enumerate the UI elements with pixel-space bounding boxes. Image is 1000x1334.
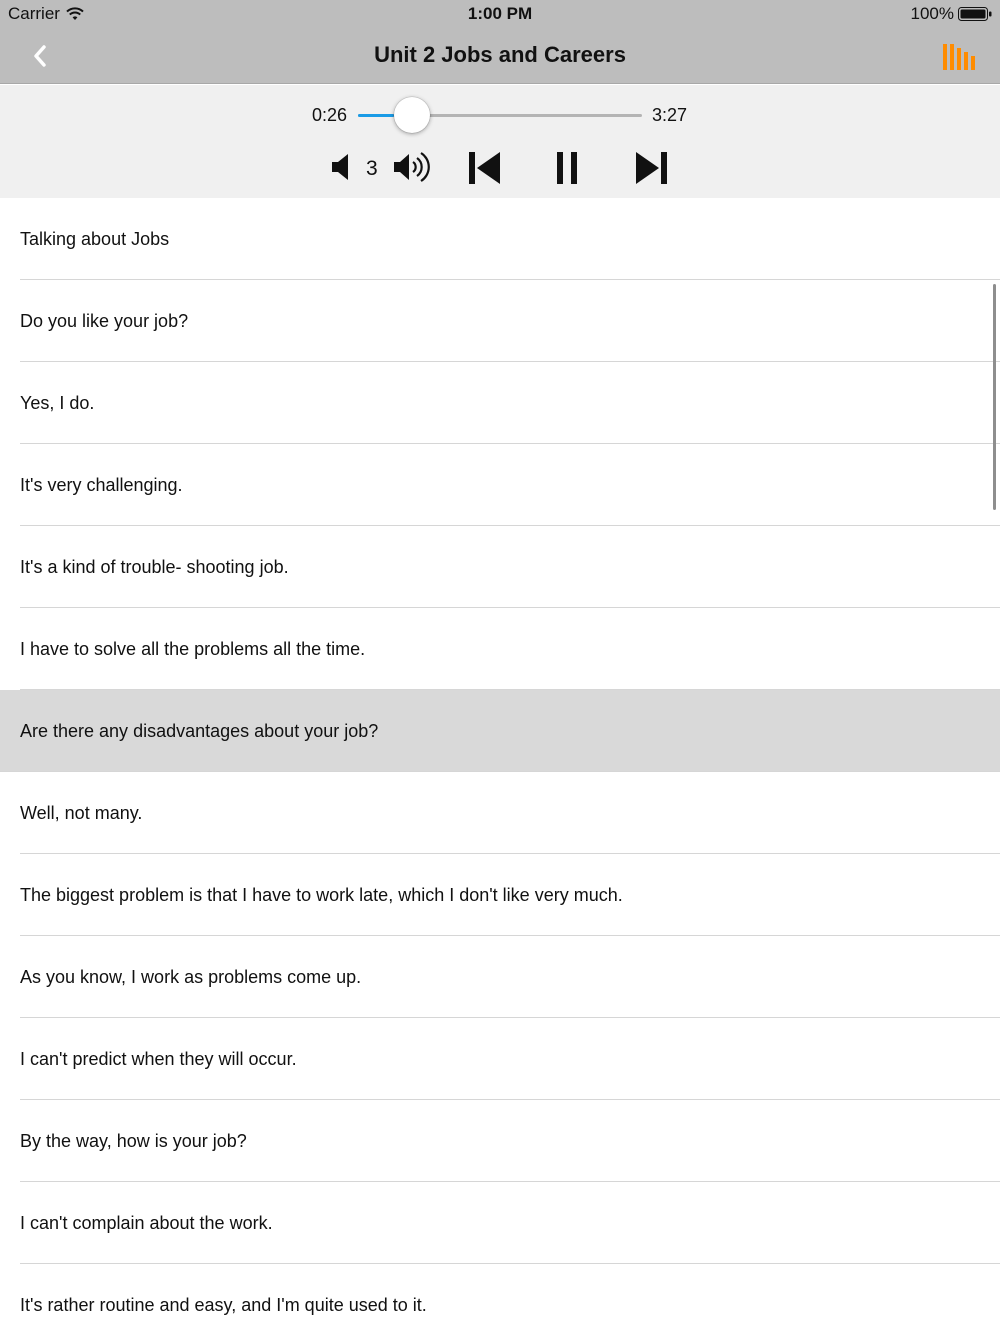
sentence-text: I can't complain about the work. [20,1212,273,1233]
library-icon [942,42,976,72]
sentence-text: It's very challenging. [20,474,183,495]
next-button[interactable] [632,149,670,187]
sentence-row[interactable] [0,198,1000,280]
pause-icon [552,149,584,187]
sentence-row[interactable] [0,1100,1000,1182]
wifi-icon [66,7,84,21]
back-button[interactable] [26,42,54,70]
speaker-high-icon [392,149,434,185]
total-time: 3:27 [652,105,688,125]
sentence-text: By the way, how is your job? [20,1130,247,1151]
sentence-row[interactable] [0,444,1000,526]
library-button[interactable] [942,42,976,72]
sentence-row[interactable] [0,772,1000,854]
status-bar [0,0,1000,28]
carrier-label: Carrier [8,4,60,23]
sentence-text: Talking about Jobs [20,228,170,249]
status-time: 1:00 PM [467,4,533,23]
battery-info [911,4,992,24]
chevron-left-icon [33,45,47,67]
sentence-row[interactable] [0,1182,1000,1264]
sentence-list[interactable] [0,198,1000,1334]
sentence-text: As you know, I work as problems come up. [20,966,362,987]
battery-icon [958,7,992,21]
sentence-text: Do you like your job? [20,310,189,331]
battery-percent: 100% [910,4,954,23]
sentence-text: I can't predict when they will occur. [20,1048,297,1069]
sentence-row[interactable] [0,854,1000,936]
sentence-text: The biggest problem is that I have to work late, which I don't like very much. [20,884,623,905]
sentence-text: Are there any disadvantages about your job? [20,720,379,741]
previous-button[interactable] [466,149,504,187]
current-time: 0:26 [312,105,348,125]
sentence-text: I have to solve all the problems all the time. [20,638,366,659]
sentence-text: It's a kind of trouble- shooting job. [20,556,289,577]
skip-previous-icon [466,149,504,187]
sentence-text: Well, not many. [20,802,143,823]
sentence-row[interactable] [0,280,1000,362]
slider-progress-fill [358,114,394,117]
volume-level: 3 [366,157,378,180]
audio-player [0,85,1000,198]
pause-button[interactable] [552,149,584,187]
volume-up-button[interactable] [392,149,434,185]
volume-down-button[interactable] [328,151,356,183]
slider-thumb[interactable] [394,97,430,133]
page-title: Unit 2 Jobs and Careers [374,42,626,67]
scroll-indicator [993,284,996,510]
sentence-row[interactable] [0,690,1000,772]
sentence-text: Yes, I do. [20,392,95,413]
playback-slider[interactable] [358,100,642,130]
sentence-text: It's rather routine and easy, and I'm quite used to it. [20,1294,427,1315]
sentence-row[interactable] [0,608,1000,690]
skip-next-icon [632,149,670,187]
sentence-row[interactable] [0,936,1000,1018]
sentence-row[interactable] [0,1018,1000,1100]
carrier-info [8,4,84,24]
sentence-row[interactable] [0,1264,1000,1334]
sentence-row[interactable] [0,362,1000,444]
speaker-low-icon [328,151,356,183]
sentence-row[interactable] [0,526,1000,608]
navigation-bar [0,28,1000,84]
